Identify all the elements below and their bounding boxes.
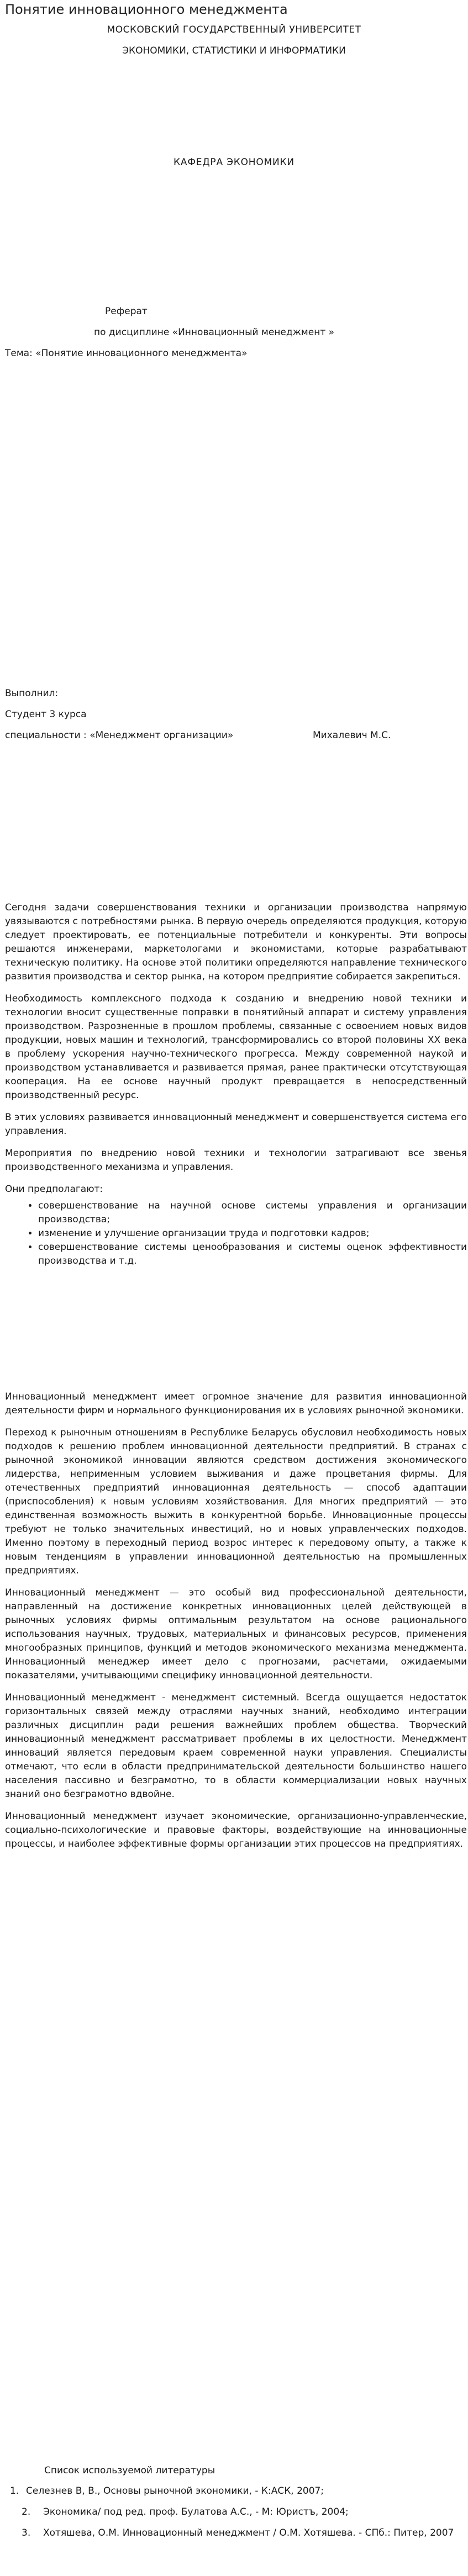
paragraph: Инновационный менеджмент имеет огромное значение для развития инновационной деятельности фирм и нормального функционирования их в условиях рыночной экономики. [5, 1391, 467, 1416]
measures-list [5, 1199, 467, 1268]
paragraph: В этих условиях развивается инновационный менеджмент и совершенствуется система его управления. [5, 1112, 467, 1137]
literature-list [5, 2484, 467, 2547]
item-text: Селезнев В, В., Основы рыночной экономики, - К:АСК, 2007; [26, 2485, 324, 2497]
department-name: КАФЕДРА ЭКОНОМИКИ [173, 157, 295, 168]
paragraph: Переход к рыночным отношениям в Республике Беларусь обусловил необходимость новых подходов к решению проблем инновационной деятельности предприятий. В странах с рыночной экономикой инновации являются средством достижения экономического лидерства, неприменным условием выживания и даже процветания фирмы. Для отечественных предприятий инновационная деятельность — способ адаптации (приспособления) к новым условиям хозяйствования. Для многих предприятий — это единственная возможность выжить в конкурентной борьбе. Инновационные процессы требуют не только значительных инвестиций, но и новых управленческих подходов. Именно поэтому в переходный период возрос интерес к передовому опыту, а также к новым тенденциям в управлении инновационной деятельностью на промышленных предприятиях. [5, 1427, 467, 1576]
completed-by-label: Выполнил: [5, 688, 59, 699]
list-item: • изменение и улучшение организации труда и подготовки кадров; [38, 1227, 467, 1241]
item-number: 3. [22, 2527, 31, 2538]
intro-section [5, 901, 467, 1276]
literature-item [5, 2484, 467, 2498]
list-item: • совершенствование на научной основе системы управления и организации производства; [38, 1199, 467, 1227]
topic-line: Тема: «Понятие инновационного менеджмента» [5, 348, 248, 359]
work-type-label: Реферат [105, 306, 148, 317]
paragraph: Инновационный менеджмент - менеджмент системный. Всегда ощущается недостаток горизонтальных связей между отраслями научных знаний, необходимо интеграции различных дисциплин ради решения важнейших проблем общества. Творческий инновационный менеджмент рассматривает проблемы в их целостности. Менеджмент инноваций является передовым краем современной науки управления. Специалисты отмечают, что если в области предпринимательской деятельности большинство нашего населения пассивно и безграмотно, то в области коммерциализации новых научных знаний оно безграмотно вдвойне. [5, 1692, 467, 1800]
main-section [5, 1390, 467, 1859]
paragraph: Инновационный менеджмент — это особый вид профессиональной деятельности, направленный на достижение конкретных инновационных целей действующей в рыночных условиях фирмы оптимальным результатом на основе рационального использования научных, трудовых, материальных и финансовых ресурсов, применения многообразных принципов, функций и методов экономического механизма менеджмента. Инновационный менеджер имеет дело с прогнозами, расчетами, ожидаемыми показателями, учитывающими специфику инновационной деятельности. [5, 1587, 467, 1681]
paragraph: Инновационный менеджмент изучает экономические, организационно-управленческие, социально-психологические и правовые факторы, воздействующие на инновационные процессы, и наиболее эффективные формы организации этих процессов на предприятиях. [5, 1811, 467, 1849]
university-name-line1: МОСКОВСКИЙ ГОСУДАРСТВЕННЫЙ УНИВЕРСИТЕТ [107, 24, 361, 35]
literature-item [5, 2505, 467, 2519]
item-text: Хотяшева, О.М. Инновационный менеджмент / О.М. Хотяшева. - СПб.: Питер, 2007 [43, 2527, 454, 2538]
literature-item [5, 2526, 467, 2540]
list-item: • совершенствование системы ценообразования и системы оценок эффективности производства и т.д. [38, 1241, 467, 1268]
item-number: 2. [22, 2506, 31, 2517]
page-title: Понятие инновационного менеджмента [5, 2, 288, 17]
university-name-line2: ЭКОНОМИКИ, СТАТИСТИКИ И ИНФОРМАТИКИ [122, 45, 346, 56]
discipline-line: по дисциплине «Инновационный менеджмент » [94, 327, 335, 338]
specialty-line: специальности : «Менеджмент организации» [5, 730, 234, 741]
literature-title: Список используемой литературы [44, 2465, 215, 2476]
paragraph: Мероприятия по внедрению новой техники и технологии затрагивают все звенья производственного механизма и управления. [5, 1148, 467, 1173]
paragraph: Необходимость комплексного подхода к созданию и внедрению новой техники и технологии вносит существенные поправки в понятийный аппарат и систему управления производством. Разрозненные в прошлом проблемы, связанные с освоением новых видов продукции, новых машин и технологий, трансформировались со второй половины XX века в проблему ускорения научно-технического прогресса. Между современной наукой и производством устанавливается и развивается прямая, ранее практически отсутствующая кооперация. На ее основе научный продукт превращается в непосредственный производственный ресурс. [5, 993, 467, 1101]
author-name: Михалевич М.С. [313, 730, 391, 741]
item-text: Экономика/ под ред. проф. Булатова А.С., - М: Юристъ, 2004; [43, 2506, 349, 2517]
paragraph: Сегодня задачи совершенствования техники и организации производства напрямую увязываются с потребностями рынка. В первую очередь определяются продукция, которую следует проектировать, ее потенциальные потребители и конкуренты. Эти вопросы решаются инженерами, маркетологами и экономистами, которые разрабатывают техническую политику. На основе этой политики определяются направление технического развития производства и сектор рынка, на котором предприятие собирается закрепиться. [5, 902, 467, 982]
student-course-line: Студент 3 курса [5, 709, 87, 720]
item-number: 1. [10, 2485, 19, 2497]
paragraph: Они предполагают: [5, 1184, 103, 1195]
